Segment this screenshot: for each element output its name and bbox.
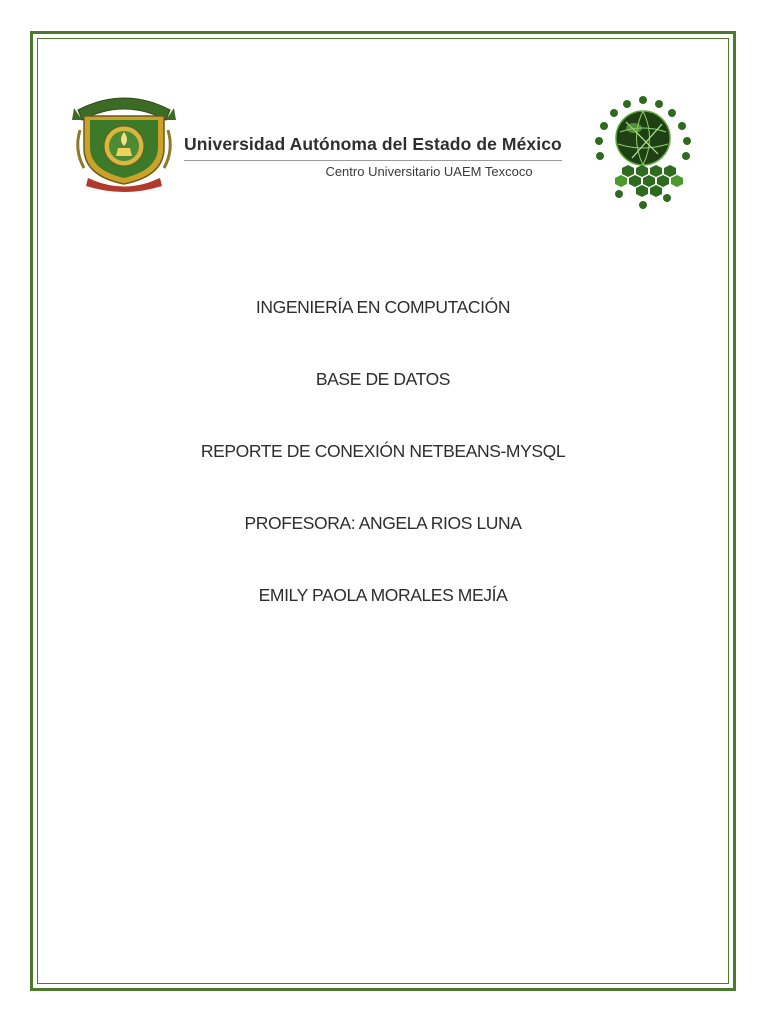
campus-name: Centro Universitario UAEM Texcoco [325,164,533,179]
student-name: EMILY PAOLA MORALES MEJÍA [258,585,508,605]
report-title: REPORTE DE CONEXIÓN NETBEANS-MYSQL [200,441,566,461]
professor-name: PROFESORA: ANGELA RIOS LUNA [244,513,522,533]
course-name: BASE DE DATOS [315,369,451,389]
header-divider [184,160,562,161]
network-globe-icon [592,94,694,210]
university-name: Universidad Autónoma del Estado de México [184,134,562,154]
career-name: INGENIERÍA EN COMPUTACIÓN [255,297,511,317]
uaem-coat-of-arms-icon [70,90,178,194]
